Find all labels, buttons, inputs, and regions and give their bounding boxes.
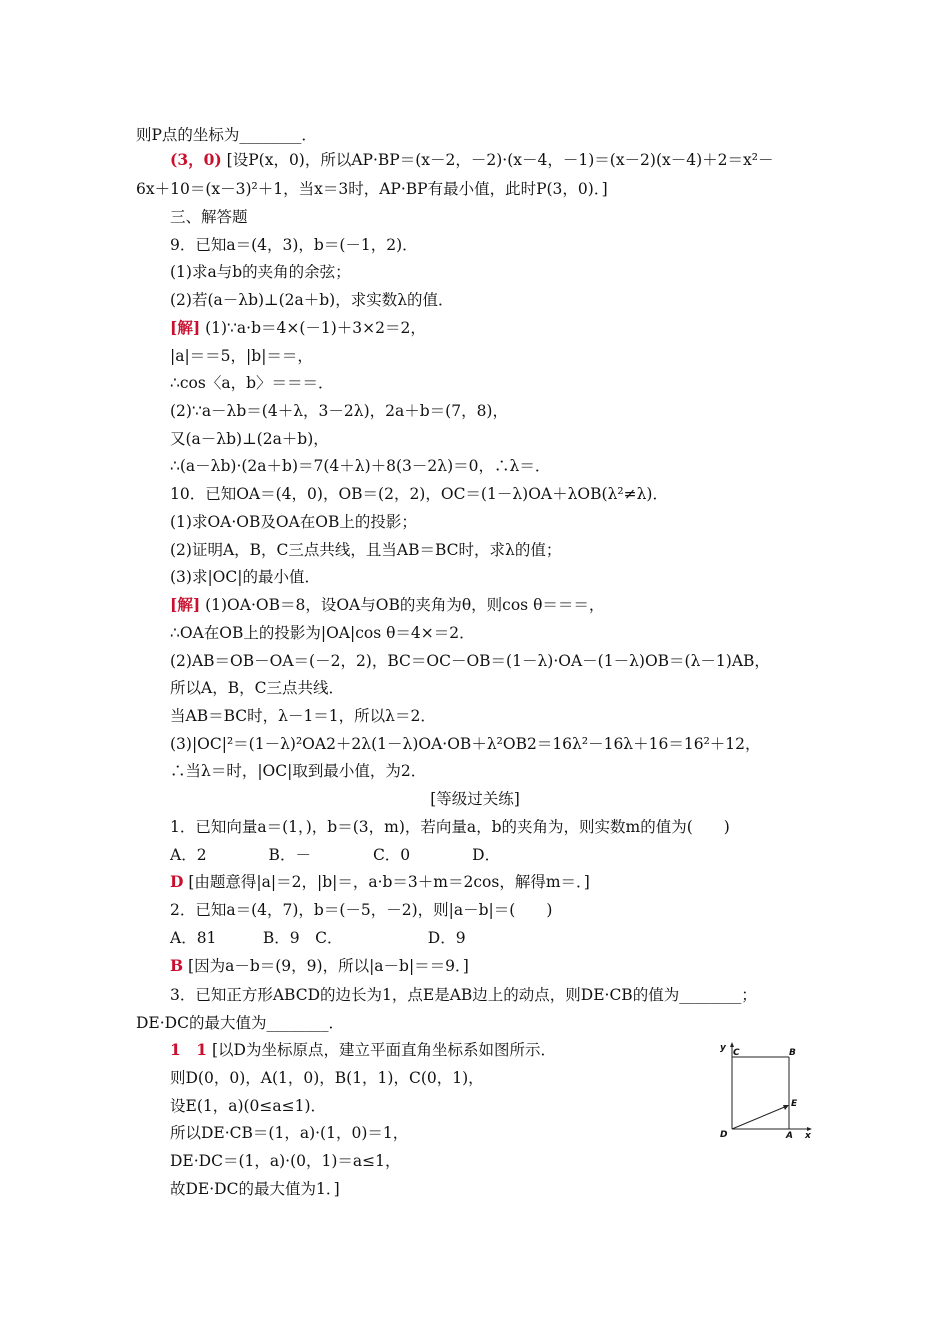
- answer-mark: B: [170, 956, 184, 975]
- question-2-options: A．81 B．9 C． D．9: [170, 929, 466, 947]
- label-c: C: [733, 1048, 740, 1058]
- solution-10-line-3: (2)AB＝OB－OA＝(－2，2)，BC＝OC－OB＝(1－λ)·OA－(1－λ)OB＝(λ－1)AB，: [170, 652, 770, 670]
- question-3-line-6: 故DE·DC的最大值为1．]: [170, 1180, 340, 1198]
- solution-9-line-1: [解] (1)∵a·b＝4×(－1)＋3×2＝2，: [170, 318, 426, 337]
- answer-line-p: (3，0) [设P(x，0)，所以AP·BP＝(x－2，－2)·(x－4，－1)＝(x－2)(x－4)＋2＝x²－: [170, 150, 774, 169]
- solution-9-line-6: ∴(a－λb)·(2a＋b)＝7(4＋λ)＋8(3－2λ)＝0，∴λ＝．: [170, 457, 551, 475]
- label-b: B: [789, 1048, 796, 1058]
- solution-10-line-6: (3)|OC|²＝(1－λ)²OA2＋2λ(1－λ)OA·OB＋λ²OB2＝16λ²－16λ＋16＝16²＋12，: [170, 735, 761, 753]
- problem-10-part-1: (1)求OA·OB及OA在OB上的投影；: [170, 513, 417, 531]
- solution-9-line-3: ∴cos〈a，b〉＝＝＝．: [170, 374, 334, 392]
- question-2: 2．已知a＝(4，7)，b＝(－5，－2)，则|a－b|＝( ): [170, 901, 553, 919]
- solution-10-line-1: [解] (1)OA·OB＝8，设OA与OB的夹角为θ，则cos θ＝＝＝，: [170, 595, 605, 614]
- label-e: E: [791, 1099, 798, 1109]
- label-d: D: [720, 1130, 728, 1140]
- solution-9-line-4: (2)∵a－λb＝(4＋λ，3－2λ)，2a＋b＝(7，8)，: [170, 402, 508, 420]
- solution-9-line-2: |a|＝＝5，|b|＝＝，: [170, 347, 313, 365]
- question-3: 3．已知正方形ABCD的边长为1，点E是AB边上的动点，则DE·CB的值为________；: [170, 986, 757, 1004]
- question-2-answer: B [因为a－b＝(9，9)，所以|a－b|＝＝9．]: [170, 956, 469, 975]
- label-y: y: [720, 1043, 726, 1053]
- question-1: 1．已知向量a＝(1，)，b＝(3，m)，若向量a，b的夹角为，则实数m的值为( ): [170, 818, 730, 836]
- question-3-cont: DE·DC的最大值为________．: [136, 1014, 344, 1032]
- problem-9-title: 9．已知a＝(4，3)，b＝(－1，2)．: [170, 236, 418, 254]
- solution-mark: [解]: [170, 318, 201, 337]
- question-3-line-3: 设E(1，a)(0≤a≤1)．: [170, 1097, 327, 1115]
- solution-10-line-2: ∴OA在OB上的投影为|OA|cos θ＝4×＝2．: [170, 624, 475, 642]
- problem-10-part-2: (2)证明A，B，C三点共线，且当AB＝BC时，求λ的值；: [170, 541, 562, 559]
- problem-9-part-1: (1)求a与b的夹角的余弦；: [170, 263, 351, 281]
- problem-9-part-2: (2)若(a－λb)⊥(2a＋b)，求实数λ的值．: [170, 291, 454, 309]
- y-axis-arrow-icon: [730, 1042, 734, 1047]
- solution-10-line-7: ∴当λ＝时，|OC|取到最小值，为2．: [170, 762, 427, 780]
- solution-9-line-5: 又(a－λb)⊥(2a＋b)，: [170, 430, 329, 448]
- section-heading-level: [等级过关练]: [430, 790, 520, 808]
- solution-mark: [解]: [170, 595, 201, 614]
- label-a: A: [786, 1131, 793, 1141]
- question-3-line-5: DE·DC＝(1，a)·(0，1)＝a≤1，: [170, 1152, 401, 1170]
- answer-mark: (3，0): [170, 150, 222, 169]
- question-3-line-4: 所以DE·CB＝(1，a)·(1，0)＝1，: [170, 1124, 409, 1142]
- solution-10-line-4: 所以A，B，C三点共线．: [170, 679, 344, 697]
- answer-mark: 1 1: [170, 1040, 208, 1059]
- question-3-answer: 1 1 [以D为坐标原点，建立平面直角坐标系如图所示．: [170, 1040, 556, 1059]
- vector-de: [732, 1106, 787, 1129]
- problem-10-part-3: (3)求|OC|的最小值．: [170, 568, 320, 586]
- label-x: x: [805, 1131, 811, 1141]
- square-coordinate-figure: [717, 1042, 817, 1142]
- question-1-options: A．2 B．－ C．0 D．: [170, 846, 501, 864]
- text-line-3: 6x＋10＝(x－3)²＋1，当x＝3时，AP·BP有最小值，此时P(3，0)．]: [136, 180, 608, 198]
- text-line-1: 则P点的坐标为________．: [136, 126, 317, 144]
- section-heading: 三、解答题: [170, 208, 248, 226]
- solution-10-line-5: 当AB＝BC时，λ－1＝1，所以λ＝2．: [170, 707, 436, 725]
- problem-10-title: 10．已知OA＝(4，0)，OB＝(2，2)，OC＝(1－λ)OA＋λOB(λ²≠λ)．: [170, 485, 668, 503]
- question-1-answer: D [由题意得|a|＝2，|b|＝，a·b＝3＋m＝2cos，解得m＝．]: [170, 872, 590, 891]
- answer-mark: D: [170, 872, 184, 891]
- question-3-line-2: 则D(0，0)，A(1，0)，B(1，1)，C(0，1)，: [170, 1069, 484, 1087]
